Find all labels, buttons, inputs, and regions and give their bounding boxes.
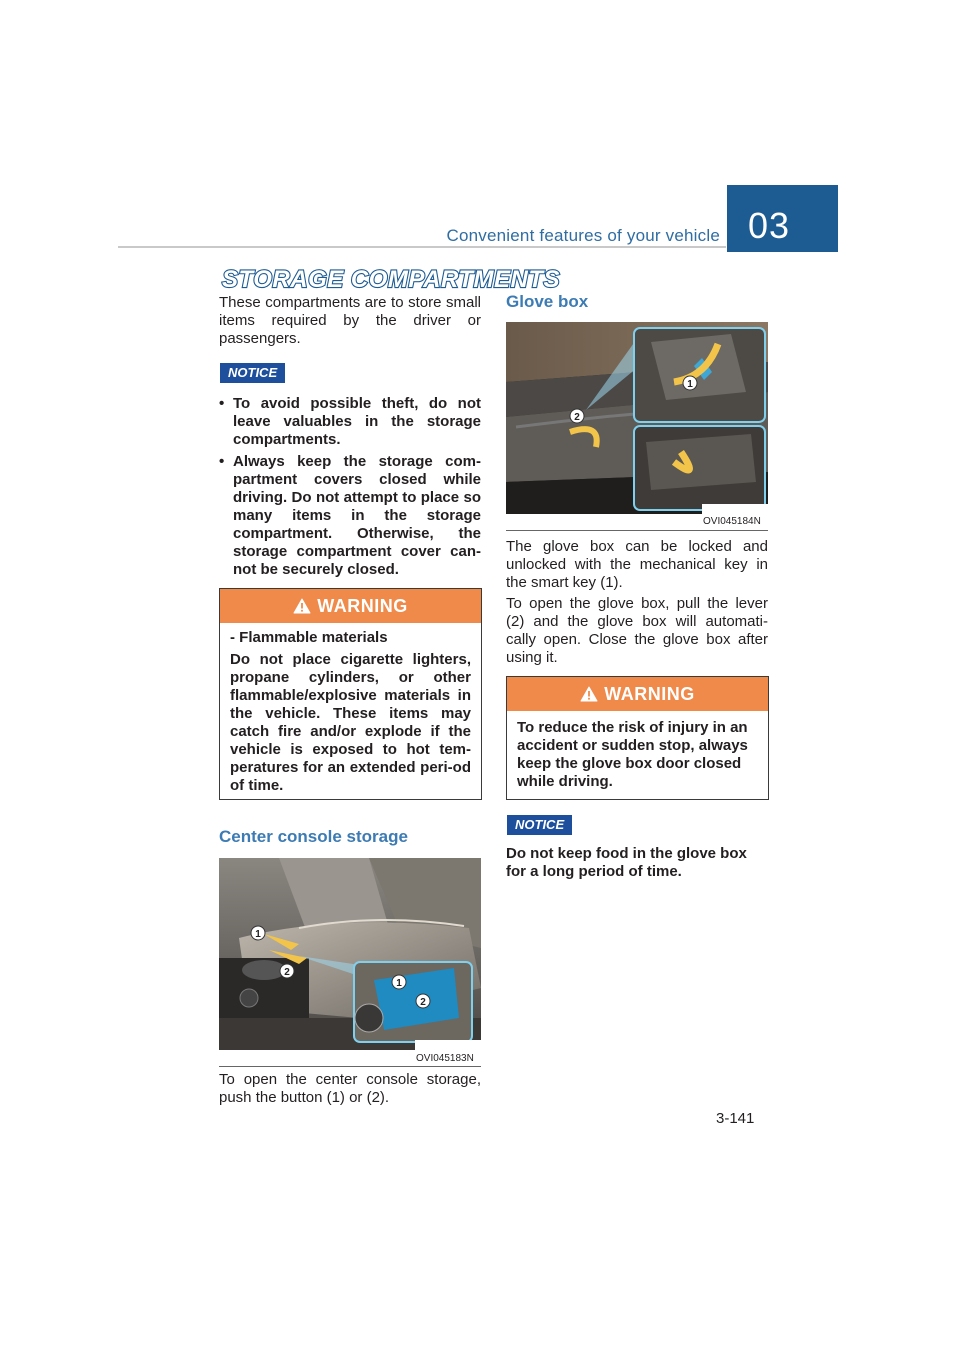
caption-rule — [506, 530, 768, 531]
center-console-heading: Center console storage — [219, 827, 408, 846]
warning-label: WARNING — [604, 684, 695, 704]
chapter-number: 03 — [747, 205, 791, 246]
svg-text:1: 1 — [396, 978, 402, 989]
callout-1-detail — [392, 975, 406, 989]
glove-box-text-2: To open the glove box, pull the lever (2) and the glove box will automati-cally open. Close the glove box after using it. — [506, 595, 768, 666]
page-number: 3-141 — [716, 1110, 755, 1127]
intro-paragraph: These compartments are to store small items required by the driver or passengers. — [219, 294, 481, 347]
running-header: Convenient features of your vehicle — [446, 226, 720, 245]
image-code-glovebox: OVI045184N — [703, 516, 761, 527]
warning-triangle-icon — [293, 591, 311, 625]
notice-badge: NOTICE — [220, 363, 285, 383]
warning-triangle-icon — [580, 679, 598, 713]
notice-item: • To avoid possible theft, do not leave valuables in the storage compartments. — [219, 395, 481, 449]
warning-box-glovebox — [506, 676, 769, 800]
callout-2-lever — [570, 409, 584, 423]
svg-text:2: 2 — [574, 412, 580, 423]
warning-box-flammable — [219, 588, 482, 800]
callout-2-detail — [416, 994, 430, 1008]
warning-text: Do not place cigarette lighters, propane cylinders, or other flammable/explosive materials in the vehicle. These items may catch fire and/or explode if the vehicle is exposed to hot tem-peratures for an extended peri-od of time. — [230, 651, 471, 794]
svg-text:1: 1 — [687, 379, 693, 390]
center-console-illustration — [219, 858, 481, 1050]
image-code-console: OVI045183N — [416, 1053, 474, 1064]
callout-1-key — [683, 376, 697, 390]
glove-box-heading: Glove box — [506, 292, 589, 311]
warning-subtitle: - Flammable materials — [230, 629, 388, 646]
notice-badge: NOTICE — [507, 815, 572, 835]
svg-text:2: 2 — [420, 997, 426, 1008]
callout-2 — [280, 964, 294, 978]
header-rule — [118, 246, 726, 248]
svg-text:1: 1 — [255, 929, 261, 940]
page-title: STORAGE COMPARTMENTS — [222, 266, 561, 293]
glove-box-text-1: The glove box can be locked and unlocked with the mechanical key in the smart key (1). — [506, 538, 768, 591]
notice-text: Do not keep food in the glove box for a long period of time. — [506, 845, 747, 880]
callout-1 — [251, 926, 265, 940]
center-console-text: To open the center console storage, push the button (1) or (2). — [219, 1071, 481, 1106]
notice-list — [219, 395, 481, 583]
section-title-outline — [210, 262, 561, 294]
warning-text: To reduce the risk of injury in an accident or sudden stop, always keep the glove box door closed while driving. — [517, 719, 748, 790]
svg-text:2: 2 — [284, 967, 290, 978]
caption-rule — [219, 1066, 481, 1067]
glove-box-illustration — [506, 322, 768, 514]
warning-header — [507, 677, 768, 711]
notice-item: • Always keep the storage com-partment covers closed while driving. Do not attempt to place so many items in the storage compartment. Otherwise, the storage compartment cover can-not be securely closed. — [219, 453, 481, 579]
warning-label: WARNING — [317, 596, 408, 616]
warning-header — [220, 589, 481, 623]
